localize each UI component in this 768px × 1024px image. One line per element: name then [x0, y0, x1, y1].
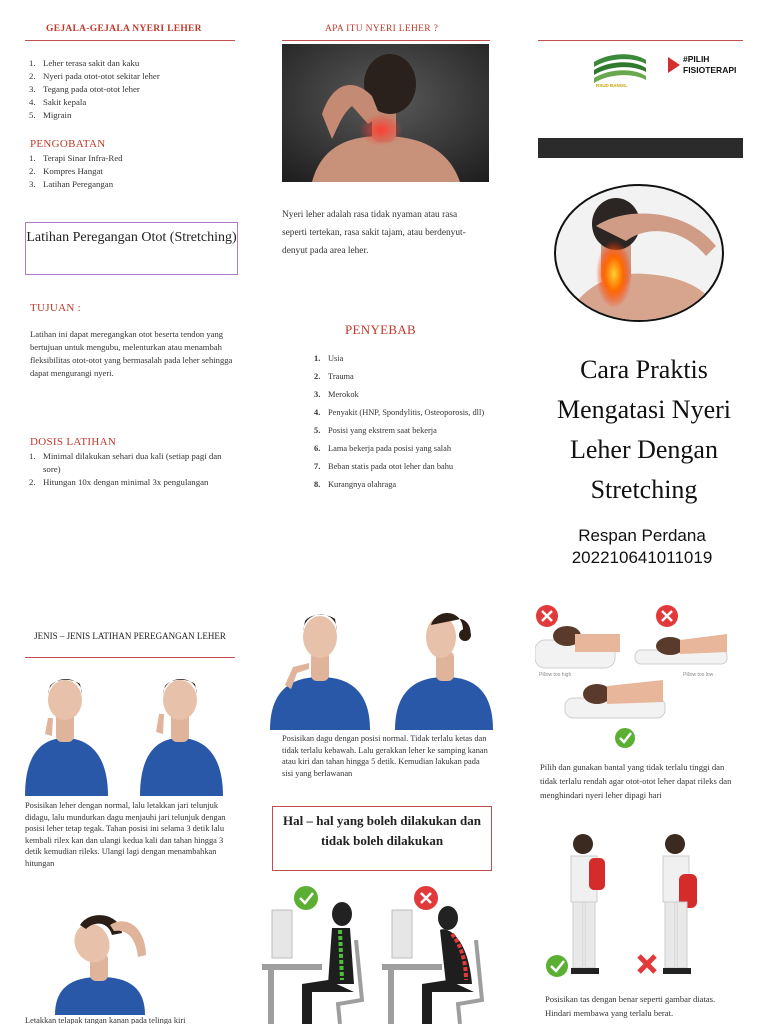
caption-chin-tuck: Posisikan leher dengan normal, lalu letakkan jari telunjuk didagu, lalu mundurkan dagu menjauhi jari telunjuk dengan posisi leher tetap tegak. Tahan posisi ini selama 3 detik lalu kembali rilex kan dan ulangi kedua kali dan tahan hingga 3 detik kemudian rileks. Ulangi lagi dengan menambahkan hitungan [25, 801, 226, 868]
what-text: Nyeri leher adalah rasa tidak nyaman atau rasa seperti tertekan, rasa sakit tajam, atau berdenyut-denyut pada area leher. [282, 210, 466, 256]
backpack-bad [663, 834, 697, 974]
list-item-text: Nyeri pada otot-otot sekitar leher [43, 71, 160, 81]
cross-icon-3 [639, 956, 655, 972]
caption-pillow: Pilih dan gunakan bantal yang tidak terlalu tinggi dan tidak terlalu rendah agar otot-otot leher dapat rileks dan menghindari nyeri leher dipagi hari [540, 762, 732, 800]
list-item-number: 3. [29, 84, 36, 94]
backpack-photo [535, 826, 715, 986]
bad-posture [382, 886, 482, 1024]
list-item-number: 2. [29, 71, 36, 81]
list-item-text: Kurangnya olahraga [328, 480, 397, 489]
list-item-number: 5. [314, 426, 321, 435]
list-item [25, 83, 240, 96]
list-item-text: Kompres Hangat [43, 166, 103, 176]
woman-figure-1 [25, 679, 108, 796]
woman-figure-2 [140, 679, 223, 796]
list-item-text: Terapi Sinar Infra-Red [43, 153, 123, 163]
list-item-text: Tegang pada otot-otot leher [43, 84, 140, 94]
woman-figure-4 [395, 613, 493, 730]
list-item [25, 70, 240, 83]
pilih-fisioterapi-badge [668, 54, 748, 78]
list-item-number: 2. [314, 372, 321, 381]
list-item [310, 440, 490, 458]
list-item [310, 476, 490, 494]
rsud-logo [590, 50, 650, 90]
cross-icon-1 [536, 605, 558, 627]
exercise-photo-chin-tuck [20, 670, 235, 796]
list-item-number: 4. [29, 97, 36, 107]
list-item-text: Posisi yang ekstrem saat bekerja [328, 426, 437, 435]
list-item-number: 7. [314, 462, 321, 471]
stretching-box-title: Latihan Peregangan Otot (Stretching) [26, 230, 237, 245]
neck-pain-photo [282, 44, 489, 182]
list-item-number: 6. [314, 444, 321, 453]
list-item-number: 4. [314, 408, 321, 417]
list-item-text: Minimal dilakukan sehari dua kali (setiap pagi dan sore) [43, 451, 222, 474]
woman-figure-3 [270, 615, 370, 731]
dose-list [25, 450, 237, 489]
list-item-number: 2. [29, 166, 36, 176]
arrow-icon [668, 57, 680, 73]
stretching-box [25, 222, 238, 275]
causes-title: PENYEBAB [345, 322, 417, 337]
list-item [310, 368, 490, 386]
check-icon-1 [615, 728, 635, 748]
symptoms-title: GEJALA-GEJALA NYERI LEHER [46, 24, 202, 34]
list-item-text: Beban statis pada otot leher dan bahu [328, 462, 454, 471]
author-name: Respan Perdana [578, 526, 706, 545]
rule-cover [538, 40, 743, 41]
treatment-title: PENGOBATAN [30, 138, 106, 150]
cross-icon-2 [656, 605, 678, 627]
cover-photo [554, 184, 724, 322]
list-item-text: Latihan Peregangan [43, 179, 114, 189]
list-item-text: Usia [328, 354, 344, 363]
symptoms-list [25, 57, 240, 122]
rule-symptoms [25, 40, 235, 41]
badge-line1: #PILIH [683, 54, 710, 64]
list-item-text: Hitungan 10x dengan minimal 3x pengulangan [43, 477, 209, 487]
rsud-logo-text: RSUD BANGIL [596, 83, 628, 88]
list-item-text: Sakit kepala [43, 97, 87, 107]
dark-band [538, 138, 743, 158]
goal-text: Latihan ini dapat meregangkan otot beserta tendon yang bertujuan untuk mengubu, melenturkan atau menambah fleksibilitas otot-otot yang bermasalah pada leher sehingga dapat mengurangi nyeri. [30, 329, 233, 378]
pillow-low-label: Pillow too low [683, 672, 714, 678]
list-item-number: 2. [29, 477, 36, 487]
rule-what [282, 40, 490, 41]
list-item [25, 450, 237, 476]
list-item-number: 1. [29, 451, 36, 461]
list-item-text: Migrain [43, 110, 72, 120]
list-item-number: 3. [29, 179, 36, 189]
posture-photos [262, 880, 492, 1024]
good-posture [262, 886, 362, 1024]
list-item-text: Merokok [328, 390, 359, 399]
exercise-photo-rotation [265, 605, 495, 730]
what-title: APA ITU NYERI LEHER ? [325, 24, 439, 34]
caption-rotation: Posisikan dagu dengan posisi normal. Tidak terlalu ketas dan tidak terlalu kebawah. Lalu gerakkan leher ke samping kanan atau kiri dan tahan hingga 5 detik. Kemudian lakukan pada sisi yang berlawanan [282, 734, 488, 778]
causes-list [310, 350, 490, 494]
list-item [25, 152, 240, 165]
list-item [310, 458, 490, 476]
types-title: JENIS – JENIS LATIHAN PEREGANGAN LEHER [34, 631, 226, 641]
list-item [310, 422, 490, 440]
check-icon-2 [546, 955, 568, 977]
goal-title: TUJUAN : [30, 302, 81, 314]
list-item [25, 109, 240, 122]
caption-side-stretch: Letakkan telapak tangan kanan pada telinga kiri [25, 1016, 186, 1024]
list-item-text: Penyakit (HNP, Spondylitis, Osteoporosis, dll) [328, 408, 485, 417]
list-item-text: Leher terasa sakit dan kaku [43, 58, 140, 68]
list-item-text: Trauma [328, 372, 354, 381]
list-item-number: 1. [314, 354, 321, 363]
list-item-number: 3. [314, 390, 321, 399]
list-item [25, 178, 240, 191]
pillow-photo [535, 598, 730, 748]
cover-title: Cara Praktis Mengatasi Nyeri Leher Dengan Stretching [556, 355, 731, 504]
backpack-good [571, 834, 605, 974]
list-item-number: 5. [29, 110, 36, 120]
list-item [310, 404, 490, 422]
treatment-list [25, 152, 240, 191]
dos-donts-title: Hal – hal yang boleh dilakukan dan tidak boleh dilakukan [283, 813, 481, 848]
list-item [25, 476, 237, 489]
list-item [25, 165, 240, 178]
list-item [310, 386, 490, 404]
list-item [25, 57, 240, 70]
author-nim: 202210641011019 [571, 548, 713, 567]
rule-types [25, 657, 235, 658]
list-item-number: 8. [314, 480, 321, 489]
dos-donts-box [272, 806, 492, 871]
exercise-photo-side-stretch [50, 905, 160, 1015]
caption-backpack: Posisikan tas dengan benar seperti gambar diatas. Hindari membawa yang terlalu berat. [545, 994, 716, 1018]
list-item [310, 350, 490, 368]
list-item-number: 1. [29, 58, 36, 68]
dose-title: DOSIS LATIHAN [30, 436, 117, 448]
badge-line2: FISIOTERAPI [683, 65, 737, 75]
list-item-number: 1. [29, 153, 36, 163]
list-item [25, 96, 240, 109]
list-item-text: Lama bekerja pada posisi yang salah [328, 444, 452, 453]
pillow-high-label: Pillow too high [539, 672, 572, 678]
